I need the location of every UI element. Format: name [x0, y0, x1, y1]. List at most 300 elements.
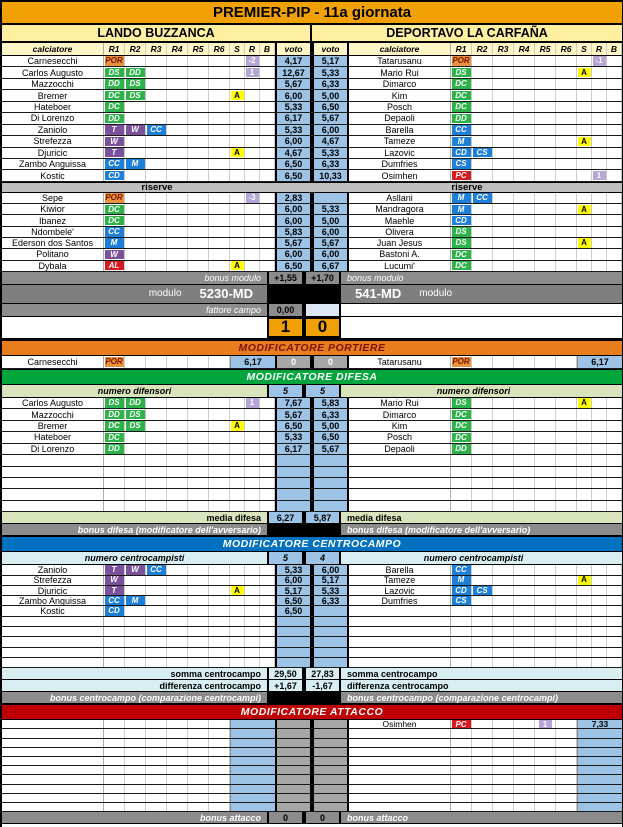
- role-cell: [493, 148, 514, 158]
- role-cell: [556, 586, 577, 595]
- player-name: Ibanez: [2, 215, 104, 225]
- role-cell: [104, 757, 125, 765]
- role-cell: [125, 501, 146, 511]
- band-difesa: MODIFICATORE DIFESA: [2, 369, 622, 385]
- role-cell: [472, 489, 493, 499]
- role-cell: [535, 803, 556, 811]
- role-cell: [535, 125, 556, 135]
- flag-cell: [260, 113, 275, 123]
- vote-cell: 6,00: [275, 136, 312, 146]
- role-cell: [104, 227, 125, 237]
- role-cell: [104, 648, 125, 657]
- role-cell: [209, 67, 230, 77]
- role-badge-cc: CC: [452, 125, 471, 135]
- flag-cell: [230, 617, 245, 626]
- role-cell: [472, 421, 493, 431]
- role-cell: [514, 125, 535, 135]
- role-cell: [125, 125, 146, 135]
- role-cell: [535, 766, 556, 774]
- role-cell: [209, 170, 230, 180]
- flag-cell: [230, 432, 245, 442]
- role-cell: [556, 766, 577, 774]
- flag-cell: [260, 90, 275, 100]
- flag-cell: [607, 113, 622, 123]
- role-cell: [556, 617, 577, 626]
- role-cell: [209, 648, 230, 657]
- role-cell: [167, 67, 188, 77]
- flag-cell: [230, 261, 245, 271]
- role-badge-cc: CC: [105, 596, 124, 605]
- role-cell: [104, 432, 125, 442]
- starter-row: [2, 102, 622, 113]
- role-cell: [209, 215, 230, 225]
- role-cell: [514, 159, 535, 169]
- role-cell: [514, 467, 535, 477]
- role-cell: [535, 720, 556, 728]
- role-cell: [556, 489, 577, 499]
- role-badge-cs: CS: [473, 586, 492, 595]
- player-name: [349, 794, 451, 802]
- flag-cell: [230, 102, 245, 112]
- flag-cell: [577, 125, 592, 135]
- role-cell: [188, 204, 209, 214]
- role-cell: [209, 606, 230, 615]
- role-cell: [188, 159, 209, 169]
- player-name: [349, 785, 451, 793]
- role-badge-ds: DS: [126, 91, 145, 101]
- vote-cell: 6,17: [275, 444, 312, 454]
- player-name: [2, 637, 104, 646]
- player-name: Osimhen: [349, 720, 451, 728]
- role-cell: [514, 627, 535, 636]
- vote-col-gray: 0: [275, 356, 312, 368]
- flag-cell: [577, 617, 592, 626]
- role-cell: [125, 170, 146, 180]
- flag-cell: [260, 398, 275, 408]
- role-cell: [209, 501, 230, 511]
- role-cell: [451, 227, 472, 237]
- vote-cell: +1,67: [267, 680, 304, 691]
- attacco-row: [2, 803, 622, 812]
- ammonito-badge: A: [231, 421, 244, 431]
- role-cell: [125, 238, 146, 248]
- role-cell: [451, 467, 472, 477]
- vote-cell: [230, 766, 275, 774]
- player-name: Bremer: [2, 90, 104, 100]
- player-name: [349, 757, 451, 765]
- role-cell: [167, 565, 188, 574]
- role-cell: [556, 444, 577, 454]
- role-cell: [209, 148, 230, 158]
- role-cell: [535, 261, 556, 271]
- role-cell: [514, 501, 535, 511]
- flag-cell: [607, 67, 622, 77]
- role-cell: [556, 576, 577, 585]
- role-cell: [535, 757, 556, 765]
- role-cell: [146, 785, 167, 793]
- player-name: Dumfries: [349, 159, 451, 169]
- vote-cell: 0: [267, 812, 304, 823]
- riserve-label-home: riserve: [141, 181, 173, 193]
- player-name: [349, 455, 451, 465]
- role-cell: [209, 596, 230, 605]
- role-badge-t: T: [105, 565, 124, 574]
- role-cell: [472, 501, 493, 511]
- flag-cell: [592, 113, 607, 123]
- centrocampo-row: [2, 627, 622, 637]
- role-badge-m: M: [126, 159, 145, 169]
- role-cell: [104, 489, 125, 499]
- vote-cell: [275, 501, 312, 511]
- role-cell: [146, 125, 167, 135]
- role-cell: [188, 637, 209, 646]
- role-badge-ds: DS: [105, 68, 124, 78]
- role-cell: [188, 261, 209, 271]
- role-badge-dc: DC: [452, 410, 471, 420]
- score-away: 0: [304, 317, 341, 338]
- role-cell: [125, 803, 146, 811]
- role-cell: [146, 227, 167, 237]
- role-badge-dd: DD: [105, 79, 124, 89]
- role-cell: [209, 56, 230, 66]
- vote-cell: 5: [267, 552, 304, 564]
- role-cell: [535, 658, 556, 667]
- role-cell: [493, 238, 514, 248]
- role-cell: [209, 658, 230, 667]
- role-cell: [472, 238, 493, 248]
- role-cell: [556, 627, 577, 636]
- role-cell: [188, 79, 209, 89]
- flag-cell: [577, 596, 592, 605]
- vote-cell: 6,17: [275, 113, 312, 123]
- vote-cell: 5,67: [275, 409, 312, 419]
- flag-cell: [230, 409, 245, 419]
- role-cell: [556, 478, 577, 488]
- role-cell: [556, 409, 577, 419]
- flag-cell: [607, 238, 622, 248]
- role-cell: [535, 148, 556, 158]
- difesa-row: [2, 455, 622, 466]
- col-header-player: calciatore: [2, 43, 104, 55]
- col-header-role: R1: [451, 43, 472, 55]
- role-cell: [209, 204, 230, 214]
- flag-cell: [592, 193, 607, 203]
- role-cell: [125, 159, 146, 169]
- role-cell: [472, 794, 493, 802]
- vote-cell: 5,33: [275, 565, 312, 574]
- role-cell: [146, 102, 167, 112]
- role-badge-t: T: [105, 148, 124, 158]
- flag-cell: [260, 455, 275, 465]
- flag-cell: [607, 102, 622, 112]
- differenza-centrocampo-row-label-away: [341, 680, 606, 691]
- flag-cell: [577, 261, 592, 271]
- role-cell: [146, 398, 167, 408]
- role-cell: [451, 501, 472, 511]
- role-cell: [451, 125, 472, 135]
- role-cell: [167, 586, 188, 595]
- flag-cell: [230, 467, 245, 477]
- role-cell: [167, 478, 188, 488]
- role-cell: [167, 238, 188, 248]
- role-cell: [514, 432, 535, 442]
- role-cell: [556, 794, 577, 802]
- flag-cell: [260, 596, 275, 605]
- role-badge-t: T: [105, 586, 124, 595]
- player-name: Sepe: [2, 193, 104, 203]
- vote-cell: [577, 729, 622, 737]
- flag-cell: [260, 159, 275, 169]
- flag-cell: [260, 193, 275, 203]
- role-cell: [167, 757, 188, 765]
- role-cell: [556, 79, 577, 89]
- modifier-badge: 1: [246, 68, 259, 78]
- role-cell: [146, 627, 167, 636]
- player-name: [2, 720, 104, 728]
- flag-cell: [245, 467, 260, 477]
- role-cell: [514, 136, 535, 146]
- vote-cell: 6,50: [275, 421, 312, 431]
- role-cell: [104, 261, 125, 271]
- flag-cell: [230, 204, 245, 214]
- role-cell: [472, 90, 493, 100]
- vote-cell: 6,00: [275, 215, 312, 225]
- role-cell: [146, 478, 167, 488]
- role-cell: [514, 398, 535, 408]
- role-cell: [493, 170, 514, 180]
- role-cell: [451, 757, 472, 765]
- role-cell: [535, 627, 556, 636]
- role-cell: [451, 79, 472, 89]
- col-header-role: R3: [493, 43, 514, 55]
- role-cell: [125, 444, 146, 454]
- vote-cell: [230, 739, 275, 747]
- player-name: Zaniolo: [2, 125, 104, 135]
- role-cell: [514, 90, 535, 100]
- role-cell: [451, 720, 472, 728]
- role-cell: [104, 444, 125, 454]
- role-cell: [535, 576, 556, 585]
- role-cell: [146, 193, 167, 203]
- player-name: Dybala: [2, 261, 104, 271]
- role-cell: [125, 90, 146, 100]
- flag-cell: [607, 637, 622, 646]
- ammonito-badge: A: [231, 91, 244, 101]
- role-cell: [167, 444, 188, 454]
- flag-cell: [592, 467, 607, 477]
- flag-cell: [245, 215, 260, 225]
- flag-cell: [577, 432, 592, 442]
- vote-cell: [312, 606, 349, 615]
- difesa-row: [2, 478, 622, 489]
- flag-cell: [245, 238, 260, 248]
- flag-cell: [607, 467, 622, 477]
- flag-cell: [592, 90, 607, 100]
- flag-cell: [245, 617, 260, 626]
- role-cell: [556, 757, 577, 765]
- vote-cell: [312, 489, 349, 499]
- role-badge-m: M: [452, 137, 471, 147]
- role-cell: [188, 739, 209, 747]
- flag-cell: [260, 67, 275, 77]
- flag-cell: [245, 489, 260, 499]
- role-cell: [104, 455, 125, 465]
- flag-cell: [577, 102, 592, 112]
- vote-cell: [577, 739, 622, 747]
- role-cell: [125, 617, 146, 626]
- difesa-row: [2, 489, 622, 500]
- vote-cell: [230, 775, 275, 783]
- attacco-row: [2, 748, 622, 757]
- flag-cell: [607, 596, 622, 605]
- role-cell: [451, 56, 472, 66]
- role-cell: [556, 729, 577, 737]
- role-badge-dd: DD: [452, 114, 471, 124]
- role-cell: [125, 565, 146, 574]
- role-cell: [125, 637, 146, 646]
- flag-cell: [592, 444, 607, 454]
- starter-row: [2, 148, 622, 159]
- role-cell: [188, 170, 209, 180]
- role-cell: [209, 421, 230, 431]
- role-cell: [188, 576, 209, 585]
- role-cell: [514, 565, 535, 574]
- role-cell: [493, 775, 514, 783]
- difesa-row: [2, 398, 622, 409]
- role-cell: [125, 193, 146, 203]
- role-cell: [514, 720, 535, 728]
- role-cell: [188, 398, 209, 408]
- role-cell: [167, 637, 188, 646]
- vote-cell: 4: [304, 552, 341, 564]
- flag-cell: [577, 238, 592, 248]
- flag-cell: [607, 170, 622, 180]
- role-cell: [451, 193, 472, 203]
- flag-cell: [245, 565, 260, 574]
- role-cell: [146, 729, 167, 737]
- player-name: [349, 775, 451, 783]
- flag-cell: [592, 501, 607, 511]
- player-name: [349, 637, 451, 646]
- role-cell: [188, 757, 209, 765]
- role-cell: [209, 489, 230, 499]
- role-cell: [556, 170, 577, 180]
- role-cell: [472, 102, 493, 112]
- flag-cell: [230, 596, 245, 605]
- role-cell: [493, 215, 514, 225]
- role-badge-dd: DD: [105, 114, 124, 124]
- role-cell: [472, 170, 493, 180]
- role-cell: [451, 617, 472, 626]
- flag-cell: [230, 478, 245, 488]
- vote-col-gray: [312, 739, 349, 747]
- role-badge-m: M: [126, 596, 145, 605]
- role-cell: [188, 90, 209, 100]
- player-name: Bastoni A.: [349, 249, 451, 259]
- role-cell: [556, 739, 577, 747]
- flag-cell: [230, 227, 245, 237]
- flag-cell: [592, 658, 607, 667]
- flag-cell: [260, 501, 275, 511]
- role-cell: [535, 136, 556, 146]
- vote-cell: 5,17: [312, 576, 349, 585]
- role-cell: [209, 576, 230, 585]
- role-cell: [104, 215, 125, 225]
- role-cell: [209, 748, 230, 756]
- vote-col-gray: [275, 775, 312, 783]
- difesa-row: [2, 467, 622, 478]
- player-name: Posch: [349, 102, 451, 112]
- role-cell: [104, 356, 125, 368]
- player-name: Dimarco: [349, 79, 451, 89]
- starter-row: [2, 125, 622, 136]
- vote-col-gray: [312, 794, 349, 802]
- flag-cell: [577, 637, 592, 646]
- somma-centrocampo-row-label-text-away: somma centrocampo: [347, 668, 438, 679]
- player-name: Carnesecchi: [2, 356, 104, 368]
- role-cell: [535, 617, 556, 626]
- flag-cell: [592, 398, 607, 408]
- role-cell: [188, 136, 209, 146]
- role-cell: [451, 432, 472, 442]
- role-cell: [493, 739, 514, 747]
- role-cell: [535, 794, 556, 802]
- flag-cell: [592, 56, 607, 66]
- role-cell: [535, 67, 556, 77]
- vote-cell: 6,33: [312, 79, 349, 89]
- flag-cell: [577, 113, 592, 123]
- flag-cell: [230, 565, 245, 574]
- vote-cell: 5: [267, 385, 304, 397]
- vote-cell: 6,33: [312, 409, 349, 419]
- modulo-name-home: 5230-MD: [199, 286, 253, 302]
- flag-cell: [577, 648, 592, 657]
- flag-cell: [230, 627, 245, 636]
- role-cell: [451, 748, 472, 756]
- flag-cell: [260, 648, 275, 657]
- role-cell: [167, 576, 188, 585]
- flag-cell: [245, 606, 260, 615]
- role-cell: [209, 227, 230, 237]
- player-name: Kostic: [2, 606, 104, 615]
- vote-cell: 6,50: [275, 596, 312, 605]
- difesa-row: [2, 432, 622, 443]
- vote-cell: [230, 757, 275, 765]
- role-cell: [104, 617, 125, 626]
- role-cell: [209, 467, 230, 477]
- flag-cell: [577, 227, 592, 237]
- flag-cell: [592, 159, 607, 169]
- role-cell: [556, 785, 577, 793]
- vote-cell: 5,33: [275, 125, 312, 135]
- role-cell: [451, 648, 472, 657]
- flag-cell: [592, 586, 607, 595]
- role-cell: [125, 409, 146, 419]
- role-cell: [146, 249, 167, 259]
- flag-cell: [230, 421, 245, 431]
- bonus-difesa-row-label-text-away: bonus difesa (modificatore dell'avversario): [347, 524, 531, 535]
- role-cell: [493, 648, 514, 657]
- numero-difensori-label-away: numero difensori: [436, 385, 511, 396]
- role-cell: [451, 90, 472, 100]
- player-name: Strefezza: [2, 136, 104, 146]
- role-cell: [104, 193, 125, 203]
- role-cell: [125, 148, 146, 158]
- flag-cell: [607, 501, 622, 511]
- score-home: 1: [267, 317, 304, 338]
- modifier-badge: -2: [246, 56, 259, 66]
- role-cell: [472, 606, 493, 615]
